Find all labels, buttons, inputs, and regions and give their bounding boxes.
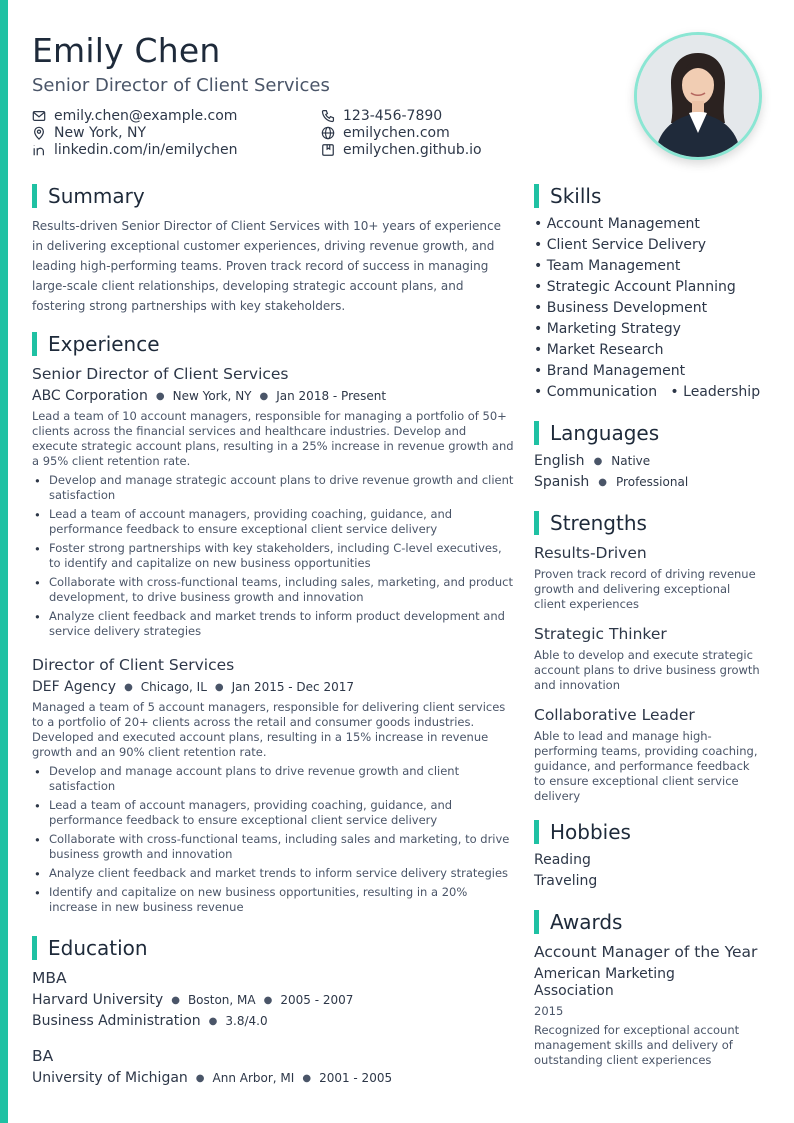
profile-photo xyxy=(634,32,762,160)
globe-icon xyxy=(321,126,335,140)
job-dates: Jan 2015 - Dec 2017 xyxy=(231,680,355,694)
list-item: • Collaborate with cross-functional teams, including sales and marketing, to drive business growth and innovation xyxy=(32,832,516,862)
list-item: • Lead a team of account managers, providing coaching, guidance, and performance feedback to ensure exceptional client service delivery xyxy=(32,507,516,537)
education-meta: Harvard University ● Boston, MA ● 2005 - 2007 xyxy=(32,992,354,1008)
list-item: • Identify and capitalize on new business opportunities, resulting in a 20% increase in new business revenue xyxy=(32,885,516,915)
company-name: ABC Corporation xyxy=(32,388,148,404)
school-name: Harvard University xyxy=(32,992,164,1008)
location-text: New York, NY xyxy=(54,125,147,141)
education-dates: 2001 - 2005 xyxy=(319,1071,393,1085)
phone-icon xyxy=(321,109,335,123)
experience-heading: Experience xyxy=(32,332,160,356)
skill-item: • Marketing Strategy xyxy=(534,321,681,337)
skills-list xyxy=(534,214,774,403)
job-bullets xyxy=(32,764,516,919)
accent-bar xyxy=(0,0,8,1123)
strength-description: Able to develop and execute strategic account plans to drive business growth and innovation xyxy=(534,648,760,692)
education-meta: University of Michigan ● Ann Arbor, MI ● 2001 - 2005 xyxy=(32,1070,393,1086)
language-item: Spanish ● Professional xyxy=(534,474,689,490)
education-field: Business Administration ● 3.8/4.0 xyxy=(32,1013,268,1029)
contact-website[interactable] xyxy=(321,125,450,141)
job-location: New York, NY xyxy=(172,389,252,403)
bookmark-icon xyxy=(321,143,335,157)
job-bullets xyxy=(32,473,516,643)
award-title: Account Manager of the Year xyxy=(534,943,758,961)
skill-item: • Communication • Leadership xyxy=(534,384,761,400)
education-heading: Education xyxy=(32,936,148,960)
phone-text: 123-456-7890 xyxy=(343,108,443,124)
job-meta: ABC Corporation ● New York, NY ● Jan 2018 - Present xyxy=(32,388,387,404)
contact-phone[interactable] xyxy=(321,108,442,124)
school-location: Boston, MA xyxy=(187,993,256,1007)
job-location: Chicago, IL xyxy=(140,680,207,694)
candidate-title: Senior Director of Client Services xyxy=(32,75,330,96)
field-of-study: Business Administration xyxy=(32,1013,201,1029)
skill-item: • Brand Management xyxy=(534,363,686,379)
contact-github[interactable] xyxy=(321,142,482,158)
company-name: DEF Agency xyxy=(32,679,117,695)
job-description: Managed a team of 5 account managers, responsible for delivering client services to a portfolio of 20+ clients across the retail and consumer goods industries. Developed and executed account plans, resulting in a 15% increase in revenue growth and an 90% client retention rate. xyxy=(32,700,506,759)
strength-description: Proven track record of driving revenue growth and delivering exceptional client experiences xyxy=(534,567,756,611)
location-pin-icon xyxy=(32,126,46,140)
list-item: • Analyze client feedback and market trends to inform product development and service delivery strategies xyxy=(32,609,516,639)
summary-text: Results-driven Senior Director of Client Services with 10+ years of experience in delivering exceptional customer experiences, driving revenue growth, and leading high-performing teams. Proven track record of success in managing large-scale client relationships, developing strategic account plans, and fostering strong partnerships with key stakeholders. xyxy=(32,219,501,313)
awards-heading: Awards xyxy=(534,910,622,934)
website-text: emilychen.com xyxy=(343,125,450,141)
github-text: emilychen.github.io xyxy=(343,142,482,158)
skill-item: • Business Development xyxy=(534,300,708,316)
linkedin-icon xyxy=(32,143,46,157)
strength-description: Able to lead and manage high-performing teams, providing coaching, guidance, and performance feedback to ensure exceptional client service delivery xyxy=(534,729,758,803)
list-item: • Develop and manage strategic account plans to drive revenue growth and client satisfaction xyxy=(32,473,516,503)
school-location: Ann Arbor, MI xyxy=(212,1071,295,1085)
contact-linkedin[interactable] xyxy=(32,142,237,158)
list-item: • Analyze client feedback and market trends to inform service delivery strategies xyxy=(32,866,516,881)
language-item: English ● Native xyxy=(534,453,651,469)
award-issuer: American Marketing Association xyxy=(534,966,675,999)
degree: BA xyxy=(32,1047,54,1065)
skills-heading: Skills xyxy=(534,184,601,208)
contact-email[interactable] xyxy=(32,108,237,124)
job-description: Lead a team of 10 account managers, responsible for managing a portfolio of 50+ clients across the financial services and healthcare industries. Develop and execute strategic account plans, resulting in a 25% increase in revenue growth and a 95% client retention rate. xyxy=(32,409,514,468)
school-name: University of Michigan xyxy=(32,1070,188,1086)
list-item: • Lead a team of account managers, providing coaching, guidance, and performance feedback to ensure exceptional client service delivery xyxy=(32,798,516,828)
email-text: emily.chen@example.com xyxy=(54,108,238,124)
skill-item: • Account Management xyxy=(534,216,700,232)
languages-heading: Languages xyxy=(534,421,659,445)
list-item: • Foster strong partnerships with key stakeholders, including C-level executives, to identify and capitalize on new business opportunities xyxy=(32,541,516,571)
gpa: 3.8/4.0 xyxy=(225,1014,268,1028)
job-meta: DEF Agency ● Chicago, IL ● Jan 2015 - Dec 2017 xyxy=(32,679,355,695)
hobbies-heading: Hobbies xyxy=(534,820,631,844)
list-item: • Collaborate with cross-functional teams, including sales, marketing, and product development, to drive business growth and innovation xyxy=(32,575,516,605)
skill-item: • Team Management xyxy=(534,258,681,274)
education-dates: 2005 - 2007 xyxy=(280,993,354,1007)
strengths-heading: Strengths xyxy=(534,511,647,535)
summary-heading: Summary xyxy=(32,184,145,208)
skill-item: • Client Service Delivery xyxy=(534,237,707,253)
hobby-item: Reading xyxy=(534,852,591,868)
award-description: Recognized for exceptional account management skills and delivery of outstanding client experiences xyxy=(534,1023,740,1067)
strength-title: Collaborative Leader xyxy=(534,706,695,724)
strength-title: Strategic Thinker xyxy=(534,625,667,643)
job-dates: Jan 2018 - Present xyxy=(276,389,387,403)
mail-icon xyxy=(32,109,46,123)
header xyxy=(32,30,632,96)
degree: MBA xyxy=(32,969,67,987)
job-title: Director of Client Services xyxy=(32,656,235,674)
candidate-name: Emily Chen xyxy=(32,31,221,70)
skill-item: • Strategic Account Planning xyxy=(534,279,736,295)
skill-item: • Market Research xyxy=(534,342,664,358)
award-year: 2015 xyxy=(534,1004,564,1018)
contact-location xyxy=(32,125,146,141)
linkedin-text: linkedin.com/in/emilychen xyxy=(54,142,238,158)
job-title: Senior Director of Client Services xyxy=(32,365,289,383)
strength-title: Results-Driven xyxy=(534,544,647,562)
hobby-item: Traveling xyxy=(534,873,598,889)
list-item: • Develop and manage account plans to drive revenue growth and client satisfaction xyxy=(32,764,516,794)
